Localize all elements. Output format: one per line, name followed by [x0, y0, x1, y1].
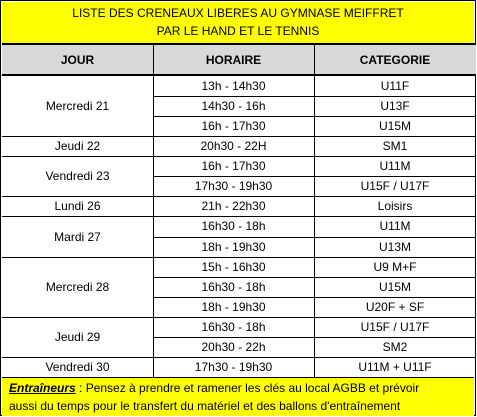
horaire-cell: 16h30 - 18h: [201, 319, 266, 334]
categorie-cell: U13M: [378, 239, 411, 254]
horaire-cell: 16h - 17h30: [201, 119, 266, 134]
categorie-cell: U11M: [379, 219, 411, 234]
horaire-cell: 17h30 - 19h30: [194, 179, 273, 194]
day-cell: Jeudi 29: [54, 329, 101, 344]
horaire-cell: 18h - 19h30: [201, 239, 266, 254]
horaire-cell: 13h - 14h30: [201, 79, 266, 94]
categorie-cell: U15M: [378, 119, 411, 134]
categorie-cell: U15F / U17F: [360, 319, 430, 334]
horaire-cell: 21h - 22h30: [201, 199, 266, 214]
categorie-cell: U15M: [378, 279, 411, 294]
categorie-cell: SM2: [382, 339, 408, 354]
day-cell: Vendredi 23: [45, 169, 110, 184]
sheet-title-line-1: LISTE DES CRENEAUX LIBERES AU GYMNASE MEIFFRET: [2, 2, 474, 22]
column-header-categorie: CATEGORIE: [314, 43, 476, 76]
trainers-note-line-1: : Pensez à prendre et ramener les clés au local AGBB et prévoir: [75, 381, 420, 395]
horaire-cell: 18h - 19h30: [201, 299, 266, 314]
categorie-cell: U11M + U11F: [358, 359, 432, 374]
categorie-cell: SM1: [382, 139, 408, 154]
categorie-cell: U11F: [380, 79, 410, 94]
column-divider: [153, 43, 154, 377]
horaire-cell: 20h30 - 22H: [200, 139, 267, 154]
horaire-cell: 15h - 16h30: [201, 259, 266, 274]
sheet-title-line-2: PAR LE HAND ET LE TENNIS: [2, 22, 474, 43]
horaire-cell: 14h30 - 16h: [201, 99, 266, 114]
categorie-cell: U20F + SF: [365, 299, 425, 314]
categorie-cell: U15F / U17F: [360, 179, 430, 194]
categorie-cell: Loisirs: [377, 199, 413, 214]
horaire-cell: 16h - 17h30: [201, 159, 266, 174]
categorie-cell: U13F: [380, 99, 410, 114]
day-cell: Mardi 27: [54, 229, 101, 244]
day-cell: Jeudi 22: [54, 139, 101, 154]
day-cell: Mercredi 28: [45, 279, 110, 294]
column-header-horaire: HORAIRE: [153, 43, 314, 76]
horaire-cell: 16h30 - 18h: [201, 279, 266, 294]
trainers-note-label: Entraîneurs: [9, 381, 76, 395]
categorie-cell: U9 M+F: [373, 259, 417, 274]
horaire-cell: 17h30 - 19h30: [194, 359, 273, 374]
categorie-cell: U11M: [379, 159, 411, 174]
day-cell: Lundi 26: [54, 199, 101, 214]
column-header-jour: JOUR: [2, 43, 153, 76]
trainers-note: [2, 377, 474, 416]
trainers-note-line-2: aussi du temps pour le transfert du matériel et des ballons d'entraînement: [9, 399, 401, 413]
column-divider: [314, 43, 315, 377]
day-cell: Vendredi 30: [45, 359, 110, 374]
horaire-cell: 16h30 - 18h: [201, 219, 266, 234]
day-cell: Mercredi 21: [45, 99, 110, 114]
horaire-cell: 20h30 - 22h: [201, 339, 266, 354]
